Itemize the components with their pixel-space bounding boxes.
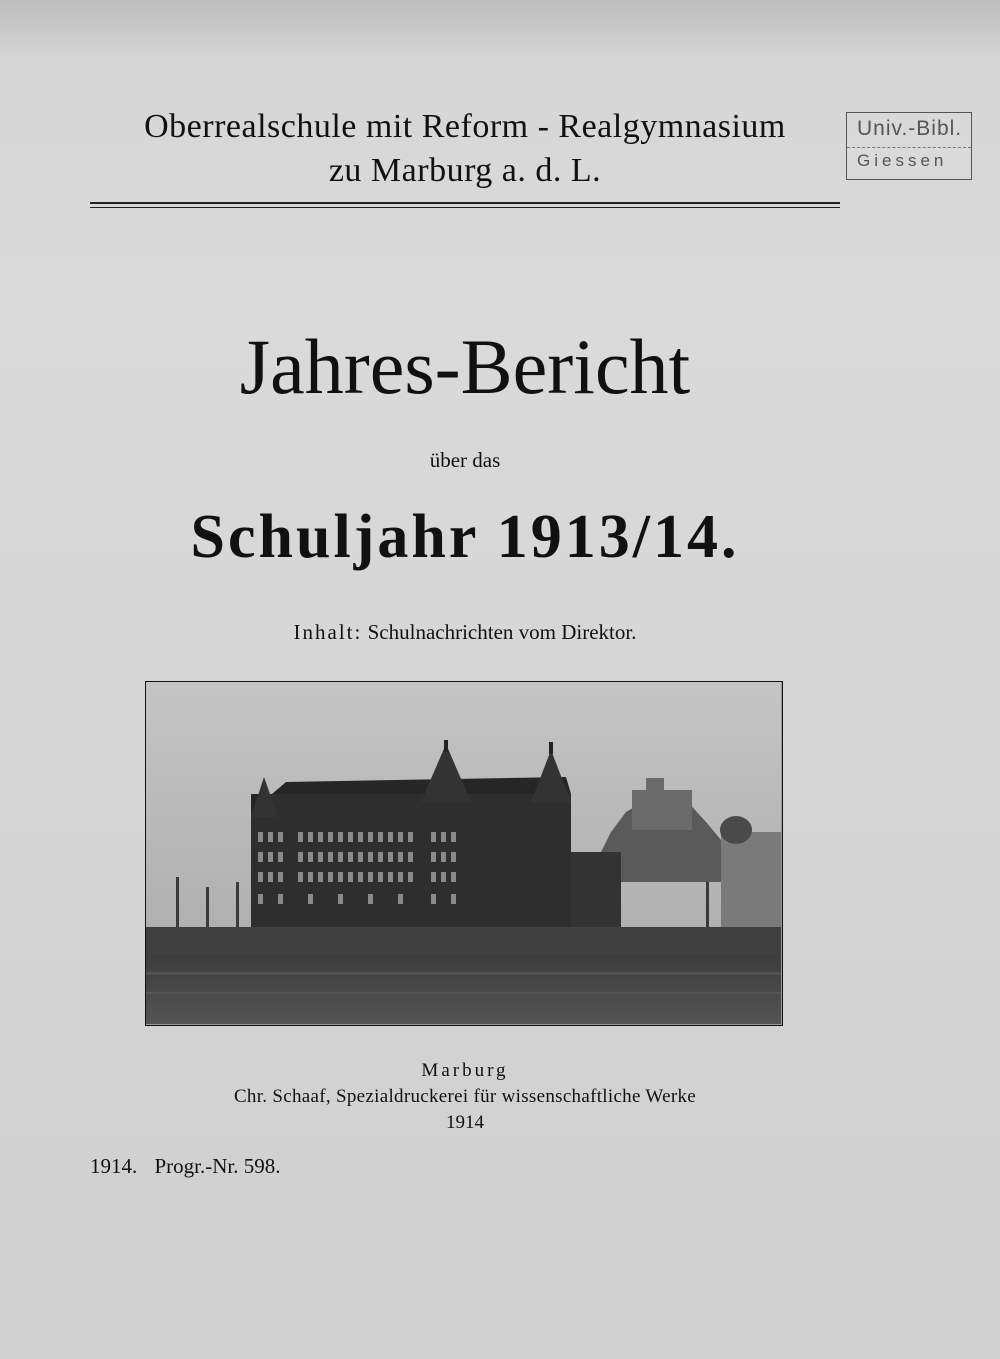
footer-program-number: Progr.-Nr. 598. [154,1154,281,1178]
report-subtitle: über das [429,448,501,472]
imprint-printer: Chr. Schaaf, Spezialdruckerei für wissenschaftliche Werke [233,1086,697,1107]
header-rule-bottom [90,207,840,208]
school-year-heading: Schuljahr 1913/14. [190,503,740,571]
header-rule-top [90,202,840,204]
stamp-line-1: Univ.-Bibl. [857,117,963,140]
library-stamp [846,112,972,180]
program-footer [90,1154,293,1179]
contents-text: Schulnachrichten vom Direktor. [367,620,637,644]
imprint-city: Marburg [421,1060,509,1081]
school-building-photo [145,681,783,1026]
school-name-line-1: Oberrealschule mit Reform - Realgymnasium [144,108,786,145]
school-name-line-2: zu Marburg a. d. L. [328,152,602,189]
contents-line [0,620,930,645]
footer-year: 1914. [90,1154,138,1178]
stamp-line-2: Giessen [857,151,948,170]
imprint-year: 1914 [446,1112,484,1133]
report-title: Jahres-Bericht [239,323,691,410]
contents-label: Inhalt: [293,620,363,644]
stamp-divider [847,147,971,148]
